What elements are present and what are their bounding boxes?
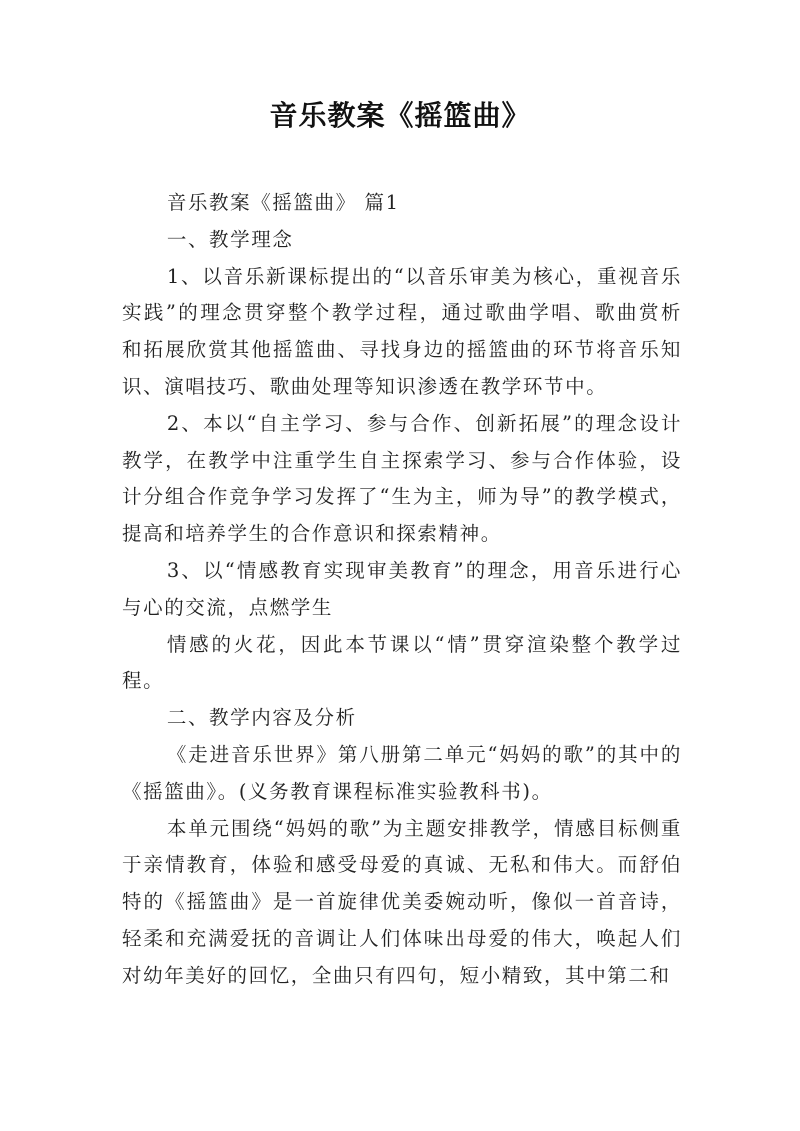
body-paragraph: 本单元围绕“妈妈的歌”为主题安排教学，情感目标侧重于亲情教育，体验和感受母爱的真诚、无私和伟大。而舒伯特的《摇篮曲》是一首旋律优美委婉动听，像似一首音诗，轻柔和充满爱抚的音调让人们体味出母爱的伟大，唤起人们对幼年美好的回忆，全曲只有四句，短小精致，其中第二和	[122, 816, 682, 987]
body-paragraph: 2、本以“自主学习、参与合作、创新拓展”的理念设计教学，在教学中注重学生自主探索学习、参与合作体验，设计分组合作竞争学习发挥了“生为主，师为导”的教学模式，提高和培养学生的合作意识和探索精神。	[122, 411, 682, 546]
body-paragraph: 情感的火花，因此本节课以“情”贯穿渲染整个教学过程。	[122, 632, 682, 693]
document-title: 音乐教案《摇篮曲》	[269, 99, 531, 132]
section-heading: 二、教学内容及分析	[166, 706, 357, 730]
body-paragraph: 3、以“情感教育实现审美教育”的理念，用音乐进行心与心的交流，点燃学生	[122, 558, 682, 619]
section-heading: 一、教学理念	[166, 227, 294, 251]
section-heading: 音乐教案《摇篮曲》 篇1	[166, 191, 400, 214]
body-paragraph: 《走进音乐世界》第八册第二单元“妈妈的歌”的其中的《摇篮曲》。(义务教育课程标准实验教科书)。	[122, 742, 682, 803]
body-paragraph: 1、以音乐新课标提出的“以音乐审美为核心，重视音乐实践”的理念贯穿整个教学过程，通过歌曲学唱、歌曲赏析和拓展欣赏其他摇篮曲、寻找身边的摇篮曲的环节将音乐知识、演唱技巧、歌曲处理等知识渗透在教学环节中。	[122, 264, 682, 398]
document-body	[122, 185, 682, 995]
